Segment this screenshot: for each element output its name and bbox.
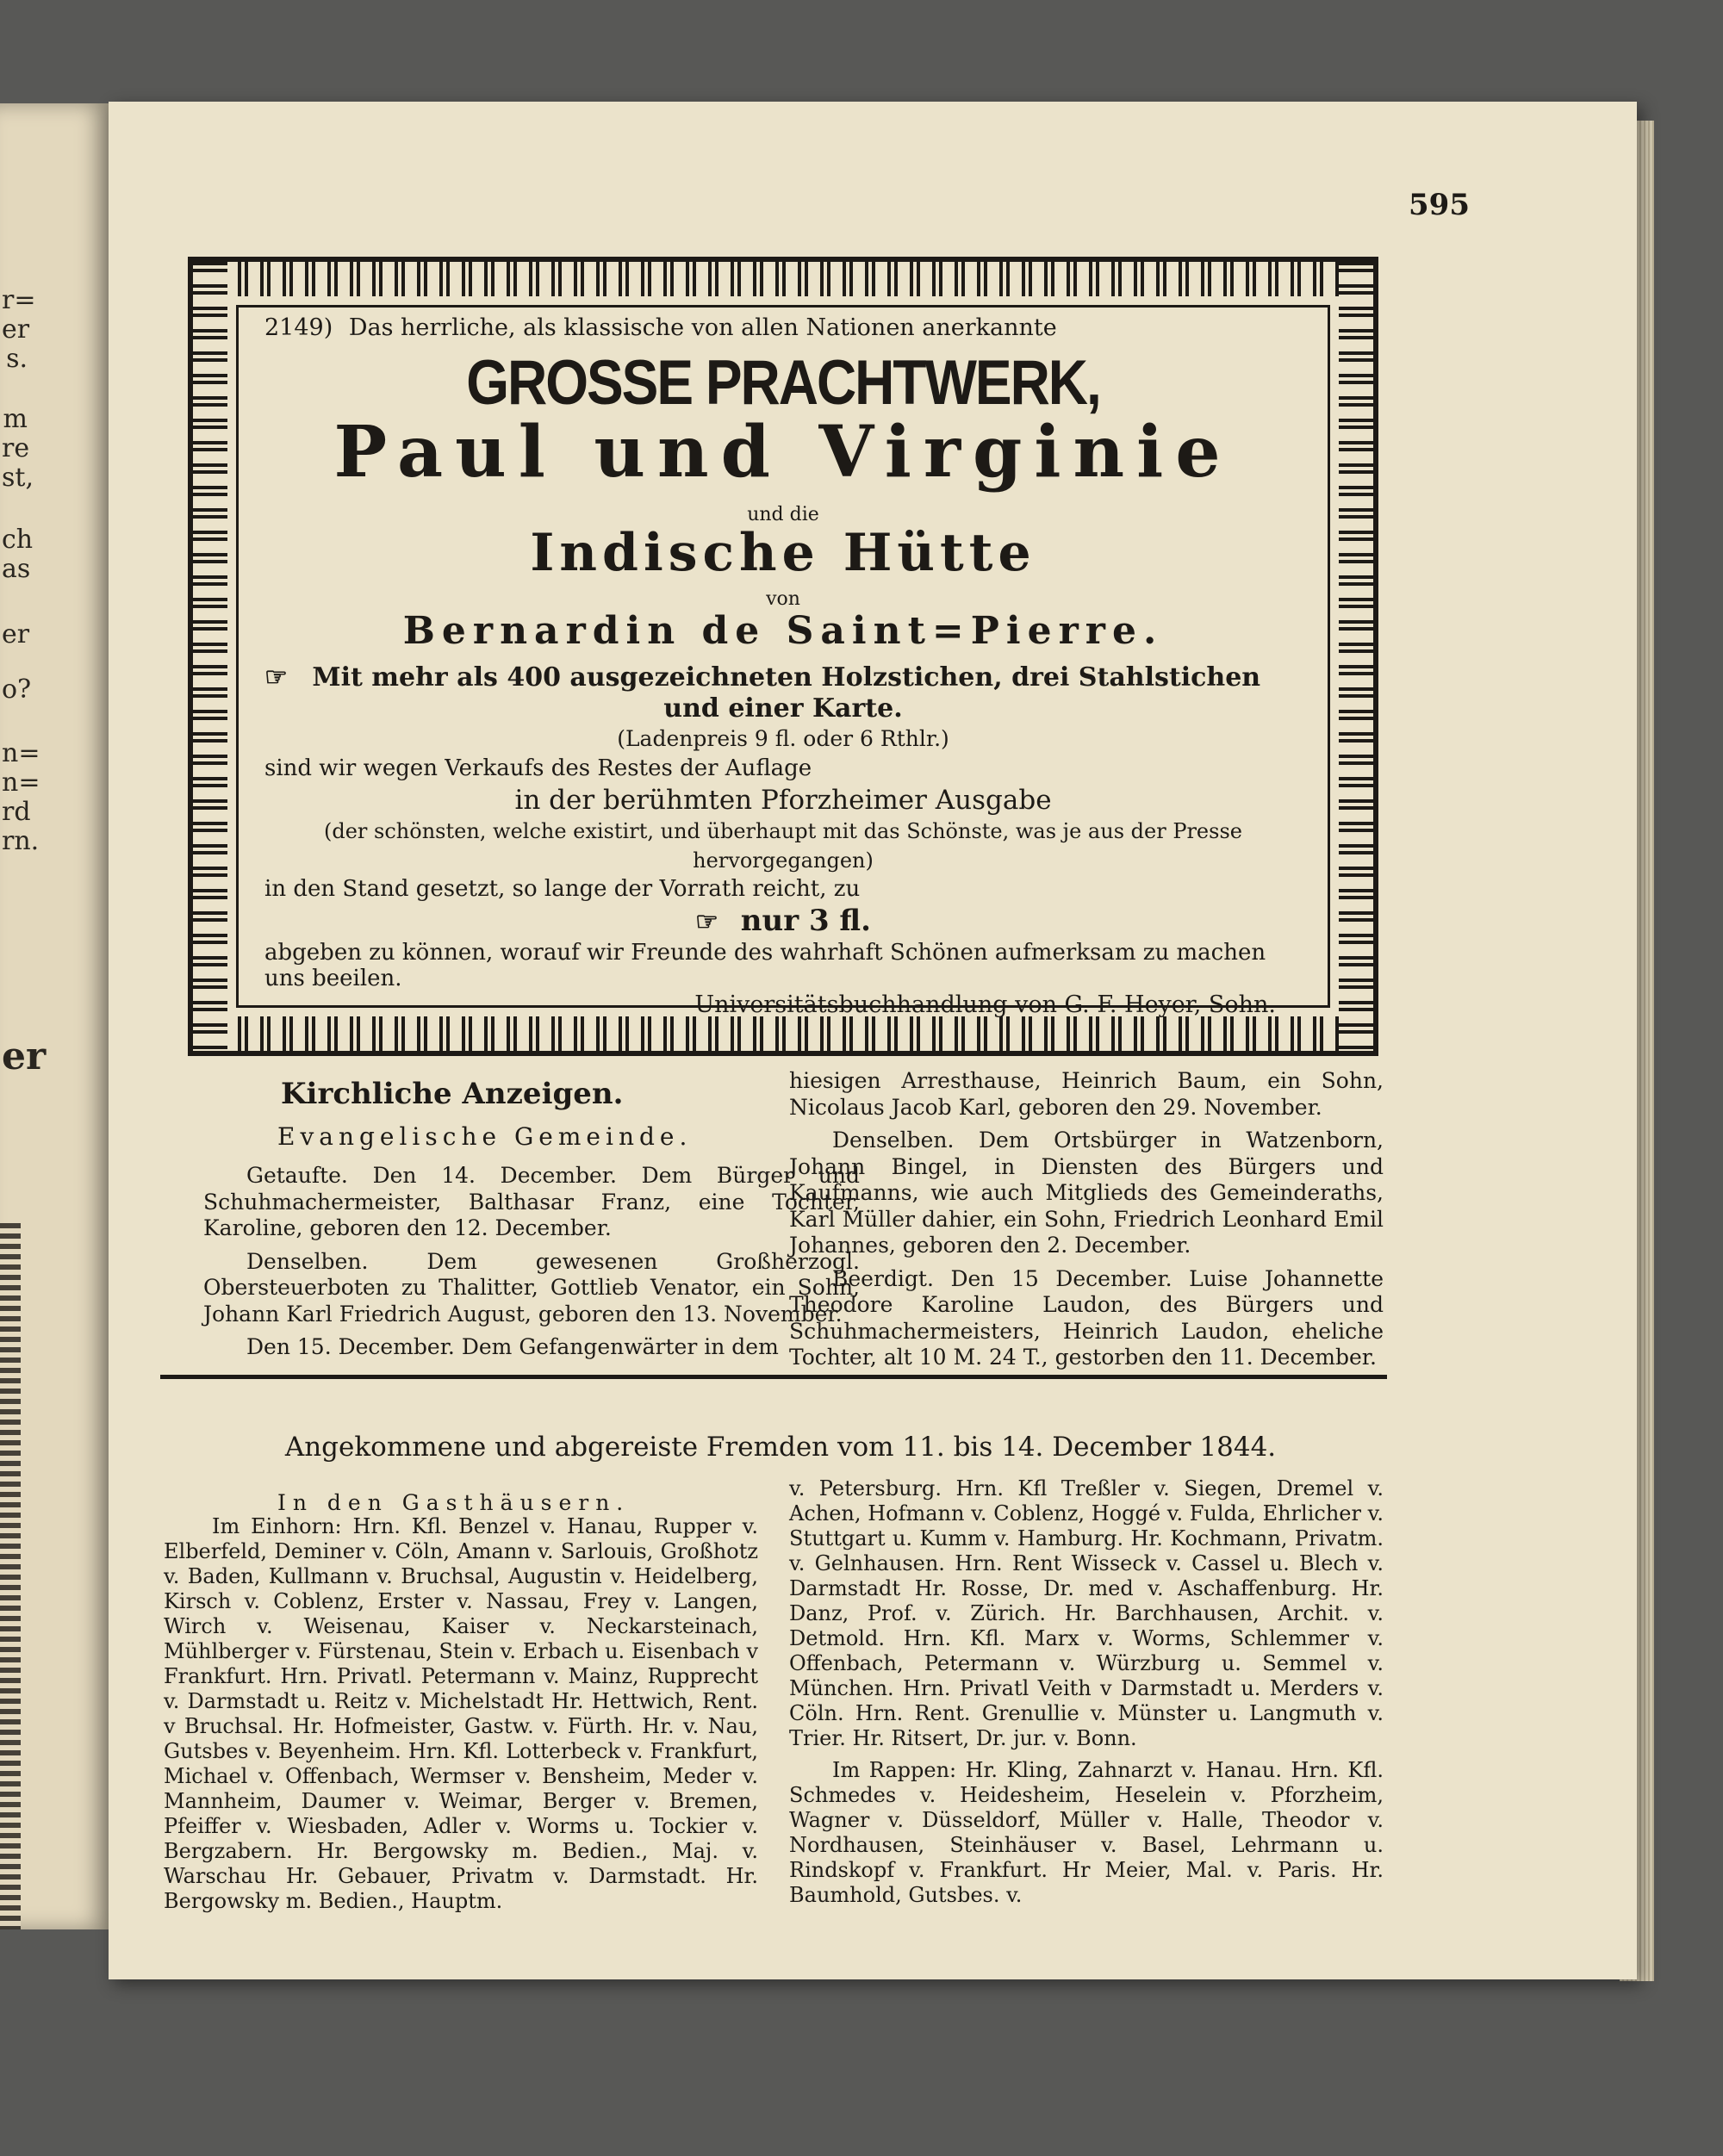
left-page-ornament xyxy=(0,1223,21,1929)
left-text-fragment: r= xyxy=(2,285,36,315)
ad-headline-indische-huette: Indische Hütte xyxy=(530,523,1036,583)
ornament-border-bottom xyxy=(193,1016,1373,1051)
strangers-left-column xyxy=(164,1514,758,1914)
strangers-paragraph: Im Rappen: Hr. Kling, Zahnarzt v. Hanau. Hrn. Kfl. Schmedes v. Heidesheim, Heselein v. Pforzheim, Wagner v. Düsseldorf, Müller v. Halle, Theodor v. Nordhausen, Steinhäuser v. Basel, Lehrmann u. Rindskopf v. Frankfurt. Hr Meier, Mal. v. Paris. Hr. Baumhold, Gutsbes. v. xyxy=(789,1758,1384,1907)
ad-intro-text: Das herrliche, als klassische von allen Nationen anerkannte xyxy=(348,314,1057,341)
strangers-paragraph: v. Petersburg. Hrn. Kfl Treßler v. Siegen, Dremel v. Achen, Hofmann v. Coblenz, Hoggé v. Fulda, Ehrlicher v. Stuttgart u. Kumm v. Hamburg. Hr. Kochmann, Privatm. v. Gelnhausen. Hrn. Rent Wisseck v. Cassel u. Blech v. Darmstadt Hr. Rosse, Dr. med v. Aschaffenburg. Hr. Danz, Prof. v. Zürich. Hr. Barchhausen, Archit. v. Detmold. Hrn. Kfl. Marx v. Worms, Schlemmer v. Offenbach, Petermann v. Würzburg u. Semmel v. München. Hrn. Privatl Veith v Darmstadt u. Merders v. Cöln. Hrn. Rent. Grenullie v. Münster u. Langmuth v. Trier. Hr. Ritsert, Dr. jur. v. Bonn. xyxy=(789,1476,1384,1750)
left-text-fragment: re xyxy=(2,433,30,463)
ornament-border-right xyxy=(1339,262,1373,1051)
left-page-fragment xyxy=(0,103,112,1929)
left-text-fragment: o? xyxy=(2,674,32,705)
ad-body-line1: sind wir wegen Verkaufs des Restes der Auflage xyxy=(264,755,812,781)
church-paragraph: hiesigen Arresthause, Heinrich Baum, ein Sohn, Nicolaus Jacob Karl, geboren den 29. November. xyxy=(789,1068,1384,1120)
left-text-fragment: n= xyxy=(2,767,40,798)
advertisement-box xyxy=(188,257,1378,1056)
left-text-fragment: s. xyxy=(6,344,28,374)
ad-price-offer-text: nur 3 fl. xyxy=(740,904,871,938)
ad-body-line2: in der berühmten Pforzheimer Ausgabe xyxy=(514,785,1052,816)
strangers-title: Angekommene und abgereiste Fremden vom 11. bis 14. December 1844. xyxy=(284,1432,1277,1463)
ad-body-line5: in den Stand gesetzt, so lange der Vorrath reicht, zu xyxy=(264,876,861,902)
church-left-column xyxy=(203,1163,860,1361)
page-number: 595 xyxy=(1409,188,1470,222)
advertisement-content xyxy=(236,305,1330,1018)
left-text-fragment: ch xyxy=(2,525,34,555)
church-paragraph: Getaufte. Den 14. December. Dem Bürger und Schuhmachermeister, Balthasar Franz, eine Tochter, Karoline, geboren den 12. December. xyxy=(203,1163,860,1240)
left-text-fragment: er xyxy=(2,1035,47,1078)
main-page xyxy=(109,102,1637,1979)
ad-und-die: und die xyxy=(747,504,819,525)
ad-body-line6: abgeben zu können, worauf wir Freunde des wahrhaft Schönen aufmerksam zu machen xyxy=(264,940,1266,966)
ornament-border-top xyxy=(193,262,1373,296)
church-paragraph: Denselben. Dem Ortsbürger in Watzenborn, Johann Bingel, in Diensten des Bürgers und Kaufmanns, wie auch Mitglieds des Gemeinderaths, Karl Müller dahier, ein Sohn, Friedrich Leonhard Emil Johannes, geboren den 2. December. xyxy=(789,1128,1384,1258)
church-subtitle: Evangelische Gemeinde. xyxy=(277,1122,693,1151)
church-paragraph: Denselben. Dem gewesenen Großherzogl. Obersteuerboten zu Thalitter, Gottlieb Venator, ein Sohn, Johann Karl Friedrich August, geboren den 13. November. xyxy=(203,1248,860,1327)
ad-illustrations-line2: und einer Karte. xyxy=(663,693,903,724)
ad-price-note: (Ladenpreis 9 fl. oder 6 Rthlr.) xyxy=(617,726,949,751)
left-text-fragment: st, xyxy=(2,463,34,493)
left-text-fragment: rn. xyxy=(2,826,40,856)
pointing-hand-icon: ☞ xyxy=(264,662,288,693)
church-title: Kirchliche Anzeigen. xyxy=(281,1077,624,1111)
strangers-subtitle: In den Gasthäusern. xyxy=(277,1490,631,1515)
ad-illustrations-line1: Mit mehr als 400 ausgezeichneten Holzstichen, drei Stahlstichen xyxy=(312,662,1261,693)
left-text-fragment: n= xyxy=(2,738,40,768)
ad-body-line3: (der schönsten, welche existirt, und überhaupt mit das Schönste, was je aus der Presse xyxy=(324,819,1242,843)
ad-headline-paul-und-virginie: Paul und Virginie xyxy=(333,411,1233,494)
ad-intro xyxy=(264,314,1057,341)
left-text-fragment: er xyxy=(2,619,30,649)
left-text-fragment: as xyxy=(2,554,31,584)
strangers-paragraph: Im Einhorn: Hrn. Kfl. Benzel v. Hanau, Rupper v. Elberfeld, Deminer v. Cöln, Amann v. Sarlouis, Großhotz v. Baden, Kullmann v. Bruchsal, Augustin v. Heidelberg, Kirsch v. Coblenz, Erster v. Nassau, Frey v. Langen, Wirch v. Weisenau, Kaiser v. Neckarsteinach, Mühlberger v. Fürstenau, Stein v. Erbach u. Eisenbach v Frankfurt. Hrn. Privatl. Petermann v. Mainz, Rupprecht v. Darmstadt u. Reitz v. Michelstadt Hr. Hettwich, Rent. v Bruchsal. Hr. Hofmeister, Gastw. v. Fürth. Hr. v. Nau, Gutsbes v. Beyenheim. Hrn. Kfl. Lotterbeck v. Frankfurt, Michael v. Offenbach, Wermser v. Bensheim, Meder v. Mannheim, Daumer v. Weimar, Berger v. Bremen, Pfeiffer v. Wiesbaden, Adler v. Worms u. Tockier v. Bergzabern. Hr. Bergowsky m. Bedien., Maj. v. Warschau Hr. Gebauer, Privatm v. Darmstadt. Hr. Bergowsky m. Bedien., Hauptm. xyxy=(164,1514,758,1913)
church-paragraph: Beerdigt. Den 15 December. Luise Johannette Theodore Karoline Laudon, des Bürgers und Schuhmachermeisters, Heinrich Laudon, eheliche Tochter, alt 10 M. 24 T., gestorben den 11. December. xyxy=(789,1265,1384,1370)
ad-von: von xyxy=(766,588,800,610)
left-text-fragment: m xyxy=(3,404,28,434)
section-divider xyxy=(160,1375,1387,1379)
left-text-fragment: rd xyxy=(2,797,31,827)
left-text-fragment: er xyxy=(2,314,30,345)
ad-price-offer xyxy=(239,904,1328,938)
church-paragraph: Den 15. December. Dem Gefangenwärter in dem xyxy=(246,1334,779,1359)
ad-headline-grosse-prachtwerk: GROSSE PRACHTWERK, xyxy=(466,346,1100,418)
church-right-column xyxy=(789,1068,1384,1371)
strangers-right-column xyxy=(789,1476,1384,1908)
ad-author: Bernardin de Saint=Pierre. xyxy=(402,609,1164,653)
ad-illustrations xyxy=(264,662,1260,693)
ornament-border-left xyxy=(193,262,227,1051)
ad-body-line4: hervorgegangen) xyxy=(693,848,874,873)
pointing-hand-icon: ☞ xyxy=(695,907,718,937)
ad-signature: Universitätsbuchhandlung von G. F. Heyer, Sohn. xyxy=(694,991,1276,1018)
ad-body-line7: uns beeilen. xyxy=(264,966,402,991)
ad-number: 2149) xyxy=(264,314,333,341)
